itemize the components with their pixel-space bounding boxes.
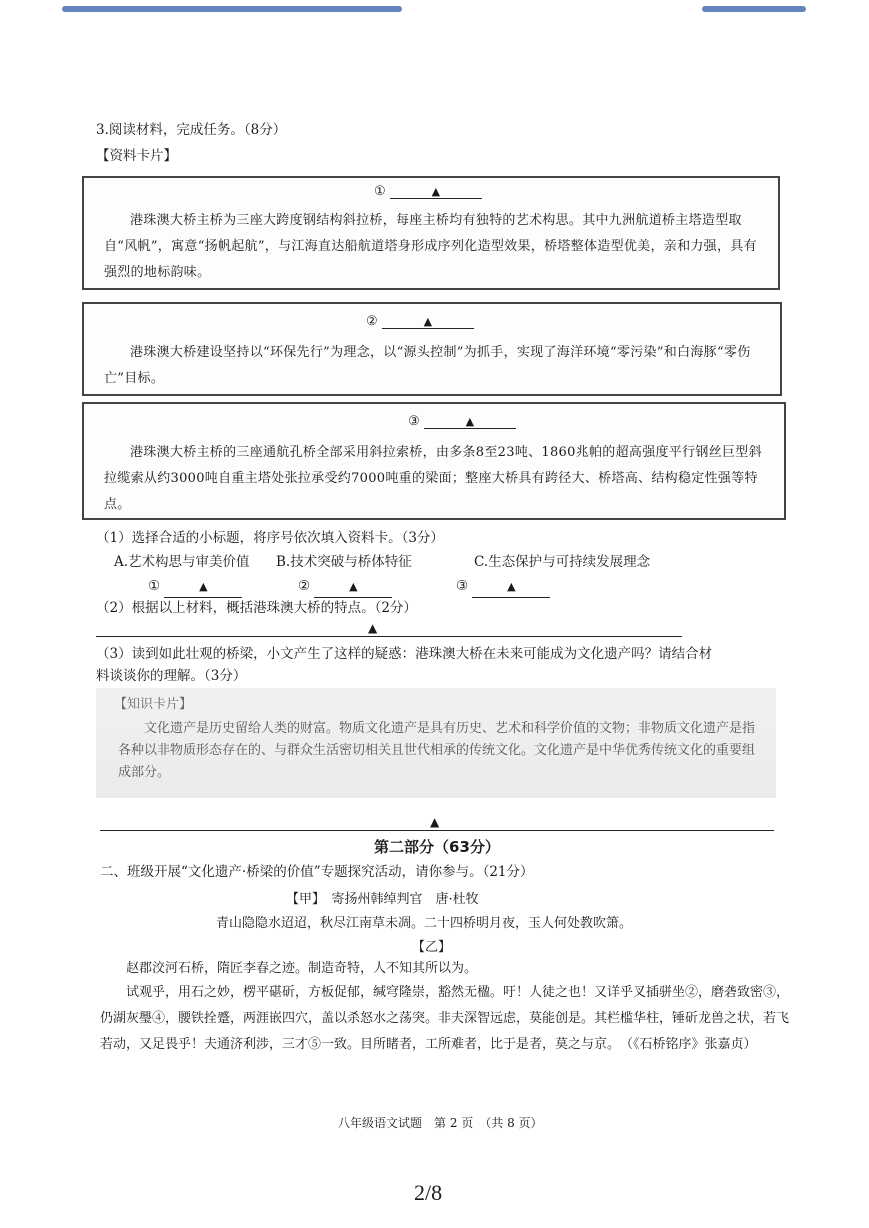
card-1-text: 港珠澳大桥主桥为三座大跨度钢结构斜拉桥，每座主桥均有独特的艺术构思。其中九洲航道桥主塔造型取自“风帆”，寓意“扬帆起航”，与江海直达船航道塔身形成序列化造型效果，桥塔整体造型优美，亲和力强，具有强烈的地标韵味。 bbox=[104, 213, 757, 280]
sub-question-3-prompt-line-1: （3）读到如此壮观的桥梁，小文产生了这样的疑惑：港珠澳大桥在未来可能成为文化遗产吗？请结合材 bbox=[96, 646, 713, 662]
answer-blank-3-number: ③ bbox=[456, 578, 469, 594]
option-c: C.生态保护与可持续发展理念 bbox=[474, 554, 651, 570]
info-card-1 bbox=[82, 176, 780, 290]
footer-page-info: 八年级语文试题 第 2 页 （共 8 页） bbox=[338, 1116, 543, 1130]
answer-blank-1-number: ① bbox=[148, 578, 161, 594]
sub-question-2-answer-line[interactable] bbox=[96, 636, 682, 637]
question-3-title: 3.阅读材料，完成任务。（8分） bbox=[96, 122, 287, 138]
answer-blank-3[interactable] bbox=[456, 576, 550, 598]
poem-jia-text: 青山隐隐水迢迢，秋尽江南草未凋。二十四桥明月夜，玉人何处教吹箫。 bbox=[216, 916, 633, 931]
knowledge-card-text: 文化遗产是历史留给人类的财富。物质文化遗产是具有历史、艺术和科学价值的文物；非物质文化遗产是指各种以非物质形态存在的、与群众生活密切相关且世代相承的传统文化。文化遗产是中华优秀传统文化的重要组成部分。 bbox=[118, 721, 756, 780]
poem-jia-title: 【甲】 寄扬州韩绰判官 唐·杜牧 bbox=[286, 892, 479, 907]
answer-blank-2-number: ② bbox=[298, 578, 311, 594]
option-b: B.技术突破与桥体特征 bbox=[276, 554, 412, 570]
answer-blank-1-mark: ▲ bbox=[164, 577, 242, 598]
sub-question-3-answer-line[interactable] bbox=[100, 830, 774, 831]
card-3-text: 港珠澳大桥主桥的三座通航孔桥全部采用斜拉索桥，由多条8至23吨、1860兆帕的超高强度平行钢丝巨型斜拉缆索从约3000吨自重主塔处张拉承受约7000吨重的梁面；整座大桥具有跨径大、桥塔高、结构稳定性强等特点。 bbox=[104, 445, 762, 512]
card-3-title-blank: ▲ bbox=[424, 415, 516, 429]
card-2-number: ② bbox=[366, 314, 378, 329]
sub-question-3-answer-mark: ▲ bbox=[430, 815, 440, 829]
sub-question-3-prompt-line-2: 料谈谈你的理解。（3分） bbox=[96, 668, 247, 684]
card-2-text: 港珠澳大桥建设坚持以“环保先行”为理念，以“源头控制”为抓手，实现了海洋环境“零污染”和白海豚“零伤亡”目标。 bbox=[104, 345, 751, 386]
page-number: 2/8 bbox=[414, 1180, 443, 1205]
answer-blank-2[interactable] bbox=[298, 576, 392, 598]
part-2-task: 二、班级开展“文化遗产·桥梁的价值”专题探究活动，请你参与。（21分） bbox=[100, 864, 534, 880]
answer-blank-2-mark: ▲ bbox=[314, 577, 392, 598]
card-3-heading bbox=[408, 414, 516, 429]
info-card-3 bbox=[82, 402, 786, 520]
card-1-title-blank: ▲ bbox=[390, 185, 482, 199]
answer-blank-1[interactable] bbox=[148, 576, 242, 598]
card-1-heading bbox=[374, 184, 482, 199]
card-2-title-blank: ▲ bbox=[382, 315, 474, 329]
card-1-number: ① bbox=[374, 184, 386, 199]
knowledge-card-label: 【知识卡片】 bbox=[114, 697, 193, 712]
sub-question-1-prompt: （1）选择合适的小标题，将序号依次填入资料卡。（3分） bbox=[96, 530, 444, 546]
card-section-label: 【资料卡片】 bbox=[96, 148, 177, 164]
knowledge-card bbox=[96, 688, 776, 798]
card-2-heading bbox=[366, 314, 474, 329]
sub-question-2-prompt: （2）根据以上材料，概括港珠澳大桥的特点。（2分） bbox=[96, 600, 417, 616]
scan-edge-mark-left bbox=[62, 6, 402, 12]
passage-yi-para-1: 赵郡洨河石桥，隋匠李春之迹。制造奇特，人不知其所以为。 bbox=[126, 961, 478, 976]
part-2-heading: 第二部分（63分） bbox=[374, 838, 500, 856]
passage-yi-para-2: 试观乎，用石之妙，楞平碪斫，方板促郁，缄穹隆崇，豁然无楹。吁！人徒之也！又详乎叉插骈坐②，磨砻致密③，仍湖灰璺④，腰铁拴蹙，两涯嵌四穴，盖以杀怒水之荡突。非夫深智远虑，莫能创是。其栏槛华柱，锤斫龙兽之状，若飞若动，又足畏乎！夫通济利涉，三才⑤一致。目所睹者，工所难者，比于是者，莫之与京。 （《石桥铭序》张嘉贞） bbox=[100, 985, 790, 1052]
card-3-number: ③ bbox=[408, 414, 420, 429]
scan-edge-mark-right bbox=[702, 6, 806, 12]
option-a: A.艺术构思与审美价值 bbox=[114, 554, 250, 570]
answer-blank-3-mark: ▲ bbox=[472, 577, 550, 598]
sub-question-2-answer-mark: ▲ bbox=[368, 621, 378, 635]
info-card-2 bbox=[82, 302, 782, 396]
passage-yi-title: 【乙】 bbox=[412, 940, 452, 955]
